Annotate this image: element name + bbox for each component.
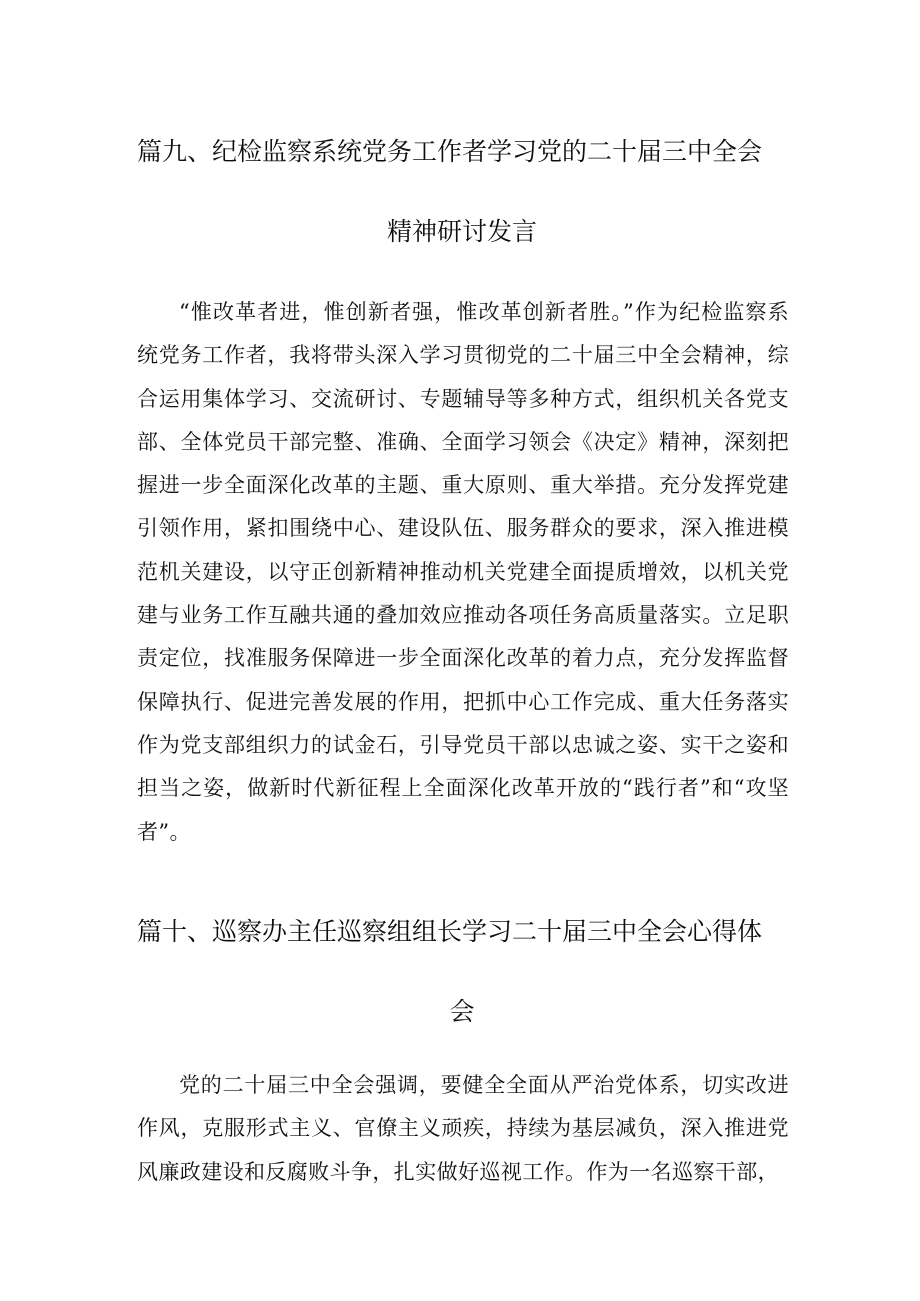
section-10-paragraph: 党的二十届三中全会强调，要健全全面从严治党体系，切实改进作风，克服形式主义、官僚主义顽疾，持续为基层减负，深入推进党风廉政建设和反腐败斗争，扎实做好巡视工作。作为一名巡察干部， [137,1073,789,1184]
section-9-title [137,132,787,248]
section-10-title-line-1: 篇十、巡察办主任巡察组组长学习二十届三中全会心得体 [137,917,763,946]
section-10-title-line-2: 会 [449,997,475,1026]
section-9-title-line-1: 篇九、纪检监察系统党务工作者学习党的二十届三中全会 [137,137,763,166]
section-9-paragraph: “惟改革者进，惟创新者强，惟改革创新者胜。”作为纪检监察系统党务工作者，我将带头深入学习贯彻党的二十届三中全会精神，综合运用集体学习、交流研讨、专题辅导等多种方式，组织机关各党支部、全体党员干部完整、准确、全面学习领会《决定》精神，深刻把握进一步全面深化改革的主题、重大原则、重大举措。充分发挥党建引领作用，紧扣围绕中心、建设队伍、服务群众的要求，深入推进模范机关建设，以守正创新精神推动机关党建全面提质增效，以机关党建与业务工作互融共通的叠加效应推动各项任务高质量落实。立足职责定位，找准服务保障进一步全面深化改革的着力点，充分发挥监督保障执行、促进完善发展的作用，把抓中心工作完成、重大任务落实作为党支部组织力的试金石，引导党员干部以忠诚之姿、实干之姿和担当之姿，做新时代新征程上全面深化改革开放的“践行者”和“攻坚者”。 [137,300,789,844]
section-10-title [137,912,787,1028]
section-9-title-line-2: 精神研讨发言 [386,217,537,246]
